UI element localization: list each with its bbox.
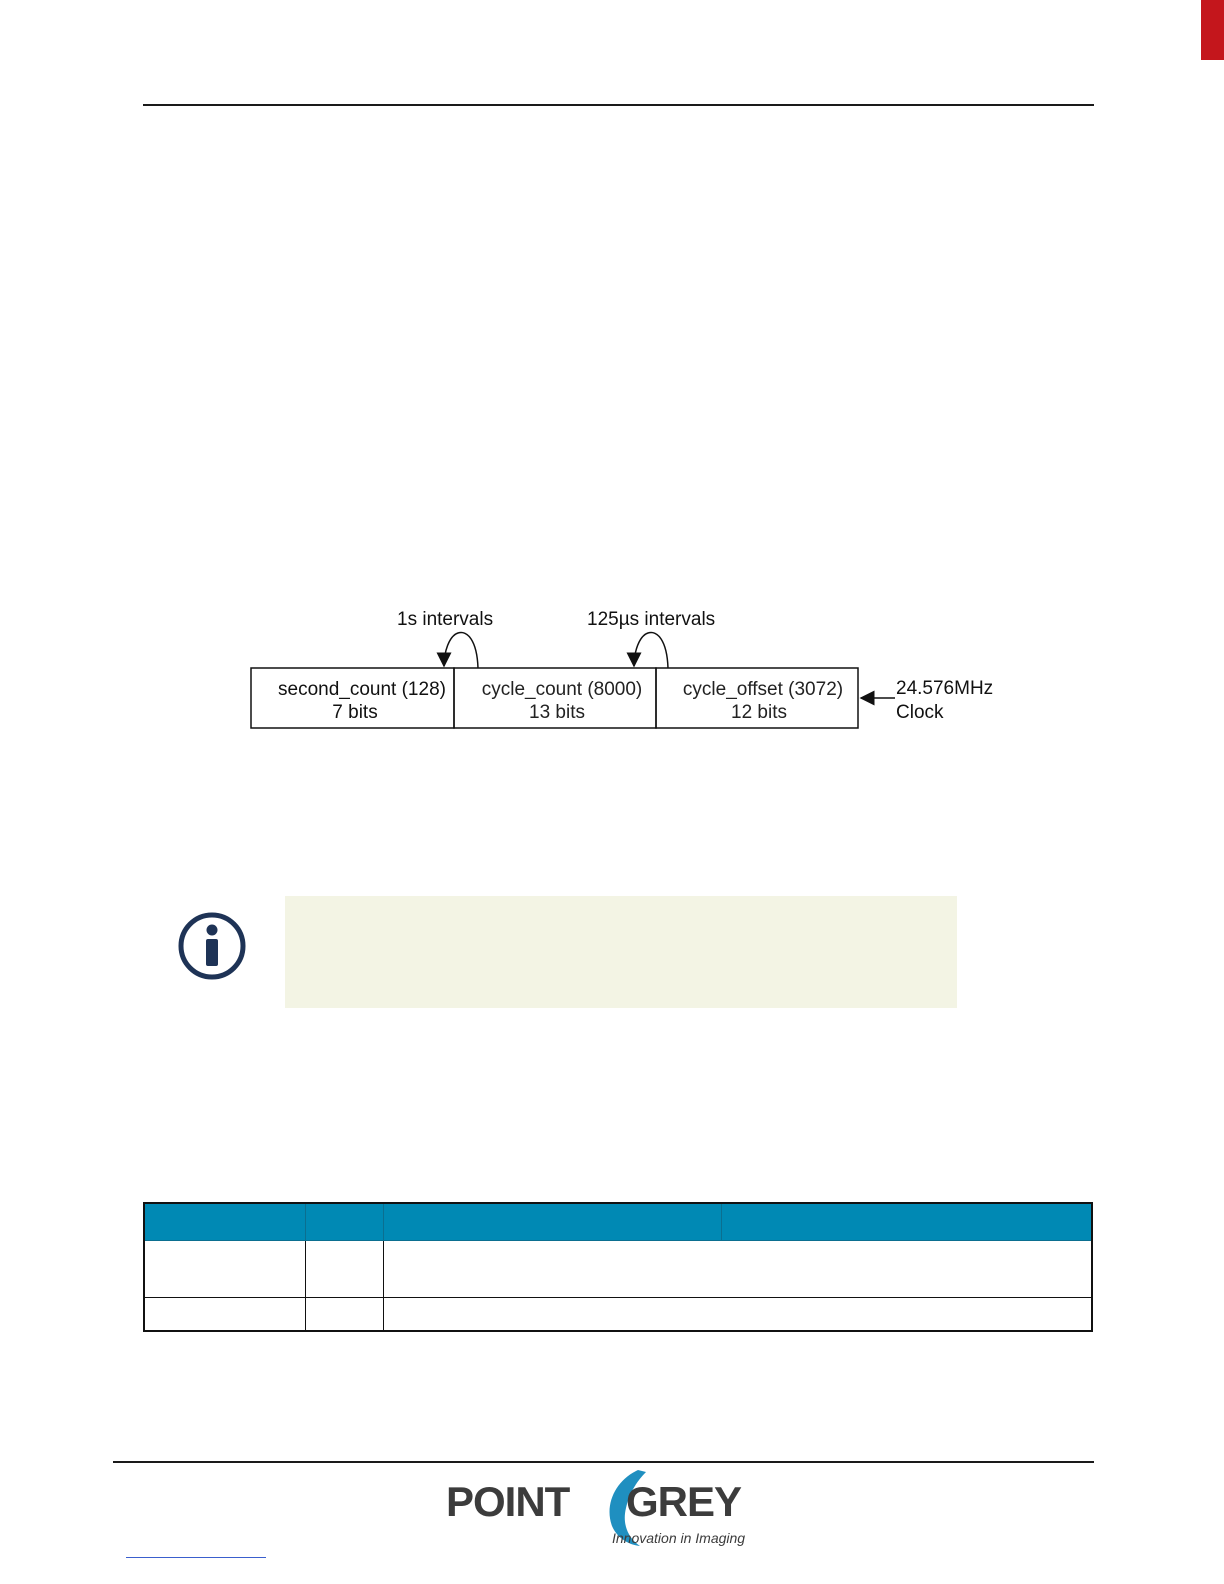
register-table — [143, 1202, 1093, 1332]
carry-arrow-seconds — [444, 632, 478, 668]
logo-text-point: POINT — [446, 1478, 570, 1525]
clock-label-clock: Clock — [896, 702, 944, 723]
carry-arrow-cycles — [634, 632, 668, 668]
table-header-row — [144, 1203, 1092, 1241]
register-bits-second-count: 7 bits — [332, 702, 378, 723]
info-icon — [176, 910, 248, 982]
point-grey-logo — [440, 1466, 770, 1550]
table-cell — [144, 1241, 306, 1298]
table-cell — [144, 1298, 306, 1332]
table-cell — [384, 1298, 1093, 1332]
table-cell — [306, 1298, 384, 1332]
label-1s-intervals: 1s intervals — [397, 609, 494, 630]
footer-link-underline — [126, 1557, 266, 1558]
register-name-cycle-count: cycle_count (8000) — [481, 679, 643, 700]
register-bits-cycle-offset: 12 bits — [731, 702, 787, 723]
logo-text-grey: GREY — [626, 1478, 742, 1525]
footer-rule — [113, 1461, 1094, 1463]
table-header-cell — [144, 1203, 306, 1241]
table-cell — [306, 1241, 384, 1298]
table-header-cell — [384, 1203, 722, 1241]
register-name-cycle-offset: cycle_offset (3072) — [682, 679, 844, 700]
page-edge-marker — [1201, 0, 1224, 60]
table-row — [144, 1241, 1092, 1298]
table-cell — [384, 1241, 1093, 1298]
header-rule — [143, 104, 1094, 106]
register-name-second-count: second_count (128) — [278, 679, 446, 700]
note-box — [285, 896, 957, 1008]
cycle-time-diagram — [245, 600, 1025, 740]
clock-label-frequency: 24.576MHz — [896, 678, 994, 699]
label-125us-intervals: 125µs intervals — [587, 609, 716, 630]
table-header-cell — [306, 1203, 384, 1241]
cycle-time-diagram-svg — [245, 600, 1025, 740]
table-header-cell — [722, 1203, 1093, 1241]
logo-tagline: Innovation in Imaging — [612, 1530, 746, 1546]
register-bits-cycle-count: 13 bits — [529, 702, 585, 723]
table-row — [144, 1298, 1092, 1332]
